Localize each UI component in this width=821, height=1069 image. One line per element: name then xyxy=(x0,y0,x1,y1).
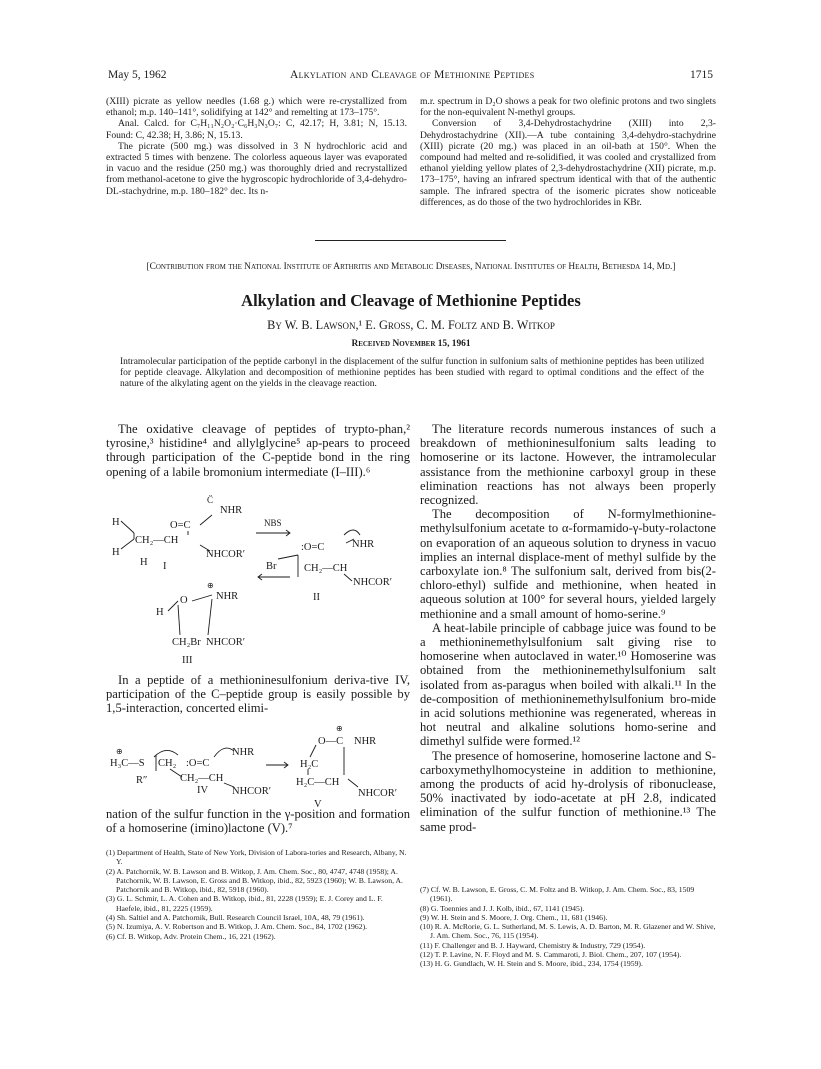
bond xyxy=(192,595,212,601)
scheme-label: H₂C—CH xyxy=(296,777,340,788)
scheme-label: H xyxy=(112,517,120,528)
scheme-label: H xyxy=(140,557,148,568)
footnote: (12) T. P. Lavine, N. F. Floyd and M. S. Cammaroti, J. Biol. Chem., 207, 107 (1954). xyxy=(420,950,682,960)
footnote: (11) F. Challenger and B. J. Hayward, Chemistry & Industry, 729 (1954). xyxy=(420,940,646,950)
scheme-label: NHCOR′ xyxy=(353,577,393,588)
reagent-label: NBS xyxy=(264,518,282,528)
scheme-label: NHCOR′ xyxy=(206,637,246,648)
paragraph: The presence of homoserine, homoserine lactone and S-carboxymethylhomocysteine in addition to methionine, among the products of acid hy-drolysis of ribonuclease, 50% inactivated by iodo-acetate at pH 2.8, indicated elimination of the sulfur function of methionine.¹³ The same prod- xyxy=(420,748,716,834)
paragraph: m.r. spectrum in D₂O shows a peak for two olefinic protons and two singlets for the non-equivalent N-methyl groups. xyxy=(420,96,716,119)
paragraph: The literature records numerous instances of such a breakdown of methioninesulfonium salts leading to homoserine or its lactone. However, the intramolecular assistance from the methionine carboxyl group in these elimination reactions has not always been properly recognized. xyxy=(420,422,716,508)
contribution-line: [Contribution from the National Institute of Arthritis and Metabolic Diseases, National Institutes of Health, Bethesda 14, Md.] xyxy=(146,262,676,272)
compound-label-V: V xyxy=(314,799,322,810)
footnote: (7) Cf. W. B. Lawson, E. Gross, C. M. Foltz and B. Witkop, J. Am. Chem. Soc., 83, 1509 (1961). xyxy=(420,885,695,904)
right-column-text xyxy=(420,422,716,834)
compound-label-II: II xyxy=(313,592,320,603)
scheme-label: H₂C xyxy=(300,759,319,770)
running-title: Alkylation and Cleavage of Methionine Peptides xyxy=(290,69,535,81)
scheme-label: O xyxy=(180,595,188,606)
scheme-label: NHR xyxy=(354,736,377,747)
scheme-label: :O=C xyxy=(186,758,210,769)
scheme-label: NHCOR′ xyxy=(358,788,398,799)
footnote: (13) H. G. Gundlach, W. H. Stein and S. Moore, ibid., 234, 1754 (1959). xyxy=(420,959,643,969)
scheme-label: CH₂ xyxy=(158,758,177,769)
intro-paragraph: The oxidative cleavage of peptides of trypto-phan,² tyrosine,³ histidine⁴ and allylglycine⁵ ap-pears to proceed through participation of the C-peptide bond in the ring opening of a labile bromonium intermediate (I–III).⁶ xyxy=(106,422,410,479)
bond xyxy=(200,515,212,525)
electron-arrow xyxy=(344,530,360,535)
scheme-label: Br xyxy=(266,561,277,572)
scheme-label: H xyxy=(156,607,164,618)
reaction-scheme-1 xyxy=(108,495,408,670)
paragraph: The decomposition of N-formylmethionine-methylsulfonium acetate to α-formamido-γ-buty-rolactone on evaporation of an aqueous solution to dryness in vacuo implies an internal displace-ment of methyl sulfide by the carboxylate ion.⁸ The sulfonium salt, derived from bis(2-chloro-ethyl) sulfide and methionine, when heated in aqueous solution at 100° for several hours, yielded largely methionine and a small amount of homo-serine.⁹ xyxy=(420,507,716,621)
scheme-label: H₃C—S xyxy=(110,758,145,769)
analysis-paragraph: Anal. Calcd. for C₇H₁₁N₂O₂·C₆H₃N₃O₇: C, 42.17; H, 3.81; N, 15.13. Found: C, 42.38; H, 3.86; N, 15.13. xyxy=(106,118,407,141)
footnote: (1) Department of Health, State of New York, Division of Labora-tories and Research, Albany, N. Y. xyxy=(106,848,407,867)
scheme-label: NHR xyxy=(352,539,375,550)
footnote: (5) N. Izumiya, A. V. Robertson and B. Witkop, J. Am. Chem. Soc., 84, 1702 (1962). xyxy=(106,922,368,932)
separator-rule xyxy=(315,240,506,241)
bond xyxy=(348,779,358,787)
charge-label: ⊕ xyxy=(116,747,123,756)
bond xyxy=(178,605,180,635)
bond xyxy=(168,601,178,611)
scheme-label: NHCOR′ xyxy=(206,549,246,560)
scheme-label: NHR xyxy=(216,591,239,602)
bond xyxy=(224,783,234,787)
page-number: 1715 xyxy=(690,69,713,81)
footnote: (10) R. A. McRorie, G. L. Sutherland, M. S. Lewis, A. D. Barton, M. R. Glazener and W. Shive, J. Am. Chem. Soc., 76, 115 (1954). xyxy=(420,922,716,941)
scheme-label: C̈ xyxy=(207,495,214,505)
scheme-label: H xyxy=(112,547,120,558)
paragraph: A heat-labile principle of cabbage juice was found to be a methioninemethylsulfonium salt giving rise to homoserine when autoclaved in water.¹⁰ Homoserine was obtained from the methioninemethylsulfonium salt isolated from as-paragus when boiled with alkali.¹¹ In the de-composition of methioninemethylsulfonium bro-mide in acid solutions methionine was regenerated, whereas in hot neutral and alkaline solutions homo-serine and dimethyl sulfide were formed.¹² xyxy=(420,620,716,749)
electron-arrow xyxy=(154,750,178,757)
compound-label-IV: IV xyxy=(197,785,209,796)
paragraph: In a peptide of a methioninesulfonium deriva-tive IV, participation of the C–peptide group is easily possible by 1,5-interaction, concerted elimi- xyxy=(106,673,410,716)
abstract: Intramolecular participation of the peptide carbonyl in the displacement of the sulfur function in sulfonium salts of methionine peptides has been utilized for peptide cleavage. Alkylation and decomposition of methionine peptides has been studied with regard to optimal conditions and the effect of the nature of the alkylating agent on the yields in the cleavage reaction. xyxy=(120,357,704,389)
paragraph: (XIII) picrate as yellow needles (1.68 g.) which were re-crystallized from ethanol; m.p. 140–141°, solidifying at 142° and remelting at 173–175°. xyxy=(106,96,407,119)
footnote: (9) W. H. Stein and S. Moore, J. Org. Chem., 11, 681 (1946). xyxy=(420,912,608,922)
scheme-label: R″ xyxy=(136,775,148,786)
footnote: (3) G. L. Schmir, L. A. Cohen and B. Witkop, ibid., 81, 2228 (1959); E. J. Corey and L. F. Haefele, ibid., 81, 2225 (1959). xyxy=(106,894,383,913)
charge-label: ⊕ xyxy=(336,724,343,733)
footnote: (6) Cf. B. Witkop, Adv. Protein Chem., 16, 221 (1962). xyxy=(106,931,276,941)
scheme-label: :O=C xyxy=(301,542,325,553)
previous-article-left xyxy=(106,96,407,197)
scheme-label: NHR xyxy=(232,747,255,758)
footnote: (8) G. Toennies and J. J. Kolb, ibid., 67, 1141 (1945). xyxy=(420,903,585,913)
bond xyxy=(200,545,210,551)
scheme-label: CH₂—CH xyxy=(135,535,179,546)
scheme-label: CH₂—CH xyxy=(180,773,224,784)
scheme-label: CH₂—CH xyxy=(304,563,348,574)
scheme-label: NHCOR′ xyxy=(232,786,272,797)
scheme-label: O=C xyxy=(170,520,191,531)
compound-label-III: III xyxy=(182,655,193,666)
reaction-scheme-2 xyxy=(108,723,408,810)
scheme-label: O—C xyxy=(318,736,344,747)
footnotes-left xyxy=(106,848,410,941)
bond xyxy=(278,555,298,559)
bond xyxy=(344,574,352,581)
footnote: (4) Sh. Saltiel and A. Patchornik, Bull. Research Council Israel, 10A, 48, 79 (1961). xyxy=(106,913,365,923)
charge-label: ⊕ xyxy=(207,581,214,590)
authors: By W. B. Lawson,¹ E. Gross, C. M. Foltz and B. Witkop xyxy=(267,318,555,332)
scheme-label: NHR xyxy=(220,505,243,516)
paragraph: nation of the sulfur function in the γ-position and formation of a homoserine (imino)lactone (V).⁷ xyxy=(106,807,410,836)
bond xyxy=(310,745,316,757)
compound-label-I: I xyxy=(163,561,167,572)
footnotes-right xyxy=(420,885,716,969)
scheme-label: CH₂Br xyxy=(172,637,201,648)
electron-arrow xyxy=(214,748,234,757)
footnote: (2) A. Patchornik, W. B. Lawson and B. Witkop, J. Am. Chem. Soc., 80, 4747, 4748 (1958); A. Patchornik, W. B. Lawson, E. Gross and B. Witkop, ibid., 82, 5923 (1960); W. B. Lawson, A. Patchornik and B. Witkop, ibid., 82, 5918 (1960). xyxy=(106,866,403,895)
paragraph: The picrate (500 mg.) was dissolved in 3 N hydrochloric acid and extracted 5 times with benzene. The colorless aqueous layer was evaporated in vacuo and the residue (250 mg.) was thoroughly dried and recrystallized from methanol-acetone to give the hygroscopic hydrochloride of 3,4-dehydro-DL-stachydrine, m.p. 180–182° dec. Its n- xyxy=(106,140,407,197)
paragraph: Conversion of 3,4-Dehydrostachydrine (XIII) into 2,3-Dehydrostachydrine (XII).—A tube containing 3,4-dehydro-stachydrine (XIII) picrate (20 mg.) was placed in an oil-bath at 150°. When the compound had melted and re-solidified, it was cooled and crystallized from ethanol yielding yellow plates of 2,3-dehydrostachydrine (XII) picrate, m.p. 173–175°, having an infrared spectrum identical with that of the authentic sample. The infrared spectra of the isomeric picrates show noticeable differences, as do those of the two hydrochlorides in KBr. xyxy=(420,118,716,208)
previous-article-right xyxy=(420,96,716,208)
bond xyxy=(121,521,134,533)
header-date: May 5, 1962 xyxy=(108,69,167,81)
received-date: Received November 15, 1961 xyxy=(351,339,471,349)
bond xyxy=(121,539,134,549)
bond xyxy=(208,599,212,635)
article-title: Alkylation and Cleavage of Methionine Peptides xyxy=(241,291,581,310)
